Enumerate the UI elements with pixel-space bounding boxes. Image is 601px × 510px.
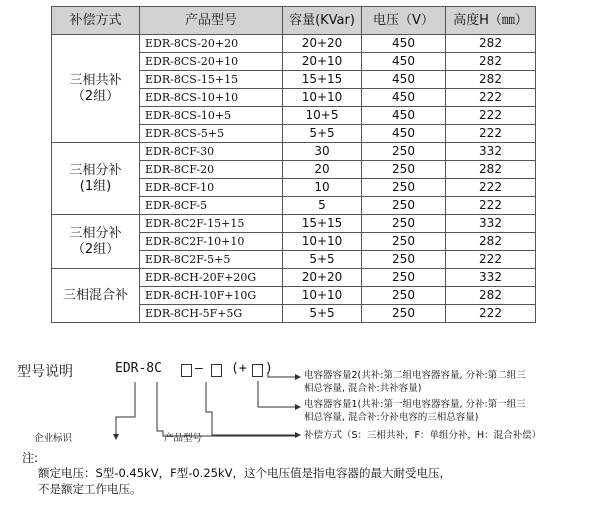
capacity-cell: 10+10 — [283, 233, 362, 251]
group-label-line: 三相共补 — [69, 72, 122, 88]
note-label: 注: — [22, 451, 39, 465]
height-cell: 282 — [446, 233, 536, 251]
table-row — [52, 143, 536, 161]
capacity-cell: 20+10 — [283, 53, 362, 71]
group-label — [52, 143, 140, 215]
voltage-cell: 250 — [362, 251, 446, 269]
note-line2: 不是额定工作电压。 — [38, 482, 142, 496]
model-cell: EDR-8CF-20 — [140, 161, 283, 179]
height-cell: 332 — [446, 269, 536, 287]
height-cell: 282 — [446, 53, 536, 71]
header-compensation-mode: 补偿方式 — [52, 7, 140, 35]
model-cell: EDR-8CS-10+10 — [140, 89, 283, 107]
capacity-cell: 10+10 — [283, 89, 362, 107]
product-model-label: 产品型号 — [164, 433, 203, 444]
model-cell: EDR-8CS-5+5 — [140, 125, 283, 143]
group-label — [52, 215, 140, 269]
voltage-cell: 250 — [362, 197, 446, 215]
height-cell: 282 — [446, 35, 536, 53]
height-cell: 222 — [446, 305, 536, 323]
table-row — [52, 215, 536, 233]
group-label-line: 三相分补 — [69, 162, 122, 178]
model-cell: EDR-8CF-10 — [140, 179, 283, 197]
model-cell: EDR-8CH-10F+10G — [140, 287, 283, 305]
capacity-cell: 20+20 — [283, 269, 362, 287]
capacity-cell: 20+20 — [283, 35, 362, 53]
voltage-cell: 250 — [362, 161, 446, 179]
voltage-cell: 250 — [362, 143, 446, 161]
explain-title: 型号说明 — [17, 364, 73, 380]
capacity-cell: 15+15 — [283, 71, 362, 89]
model-cell: EDR-8C2F-10+10 — [140, 233, 283, 251]
capacity-cell: 10 — [283, 179, 362, 197]
voltage-cell: 250 — [362, 179, 446, 197]
voltage-cell: 450 — [362, 89, 446, 107]
group-label-line: (1组) — [79, 178, 112, 194]
capacity-cell: 5+5 — [283, 125, 362, 143]
capacity1-line1: 电容器容量1(共补:第一组电容器容量, 分补:第一组三 — [304, 399, 526, 410]
table-body — [52, 35, 536, 323]
header-product-model: 产品型号 — [140, 7, 283, 35]
group-label — [52, 269, 140, 323]
model-cell: EDR-8CF-30 — [140, 143, 283, 161]
height-cell: 222 — [446, 251, 536, 269]
code-paren-close: ) — [265, 361, 273, 376]
voltage-cell: 450 — [362, 71, 446, 89]
code-paren-open: (+ — [231, 361, 247, 376]
capacity-cell: 5+5 — [283, 251, 362, 269]
voltage-cell: 250 — [362, 305, 446, 323]
height-cell: 282 — [446, 71, 536, 89]
voltage-cell: 450 — [362, 35, 446, 53]
compensation-mode-note: 补偿方式（S：三相共补，F：单组分补，H：混合补偿） — [304, 430, 542, 441]
model-cell: EDR-8C2F-5+5 — [140, 251, 283, 269]
height-cell: 222 — [446, 107, 536, 125]
capacity-cell: 20 — [283, 161, 362, 179]
height-cell: 222 — [446, 89, 536, 107]
table-row — [52, 35, 536, 53]
code-box-capacity2 — [252, 364, 263, 377]
voltage-cell: 250 — [362, 215, 446, 233]
group-label — [52, 35, 140, 143]
voltage-cell: 250 — [362, 269, 446, 287]
header-capacity: 容量(KVar) — [283, 7, 362, 35]
code-box-capacity1 — [211, 364, 222, 377]
table-row — [52, 269, 536, 287]
height-cell: 282 — [446, 161, 536, 179]
height-cell: 282 — [446, 287, 536, 305]
header-voltage: 电压（V） — [362, 7, 446, 35]
code-dash: — — [195, 361, 203, 376]
height-cell: 332 — [446, 143, 536, 161]
capacity-cell: 5+5 — [283, 305, 362, 323]
capacity2-line2: 相总容量, 混合补:共补容量) — [304, 383, 422, 394]
capacity-cell: 10+5 — [283, 107, 362, 125]
voltage-cell: 450 — [362, 53, 446, 71]
group-label-line: 三相混合补 — [62, 287, 128, 303]
voltage-cell: 250 — [362, 287, 446, 305]
model-cell: EDR-8CS-20+10 — [140, 53, 283, 71]
table-header-row — [52, 7, 536, 35]
height-cell: 222 — [446, 125, 536, 143]
note-line1: 额定电压：S型-0.45kV，F型-0.25kV，这个电压值是指电容器的最大耐受电压， — [38, 466, 451, 480]
capacity-cell: 10+10 — [283, 287, 362, 305]
capacity2-line1: 电容器容量2(共补:第二组电容器容量, 分补:第二组三 — [304, 370, 526, 381]
capacity-cell: 30 — [283, 143, 362, 161]
spec-table — [51, 6, 536, 323]
capacity-cell: 15+15 — [283, 215, 362, 233]
capacity-cell: 5 — [283, 197, 362, 215]
voltage-cell: 450 — [362, 107, 446, 125]
model-cell: EDR-8C2F-15+15 — [140, 215, 283, 233]
height-cell: 222 — [446, 197, 536, 215]
height-cell: 222 — [446, 179, 536, 197]
code-prefix: EDR-8C — [115, 361, 162, 376]
model-cell: EDR-8CS-15+15 — [140, 71, 283, 89]
code-box-type — [181, 364, 192, 377]
header-height: 高度H（㎜） — [446, 7, 536, 35]
group-label-line: （2组） — [71, 88, 120, 104]
model-cell: EDR-8CH-5F+5G — [140, 305, 283, 323]
group-label-line: 三相分补 — [69, 225, 122, 241]
model-cell: EDR-8CS-10+5 — [140, 107, 283, 125]
model-explanation — [0, 355, 601, 510]
group-label-line: （2组） — [71, 241, 120, 257]
voltage-cell: 250 — [362, 233, 446, 251]
model-cell: EDR-8CF-5 — [140, 197, 283, 215]
capacity1-line2: 相总容量, 混合补:分补电容的三相总容量) — [304, 412, 479, 423]
model-cell: EDR-8CH-20F+20G — [140, 269, 283, 287]
voltage-cell: 450 — [362, 125, 446, 143]
model-cell: EDR-8CS-20+20 — [140, 35, 283, 53]
height-cell: 332 — [446, 215, 536, 233]
company-mark-label: 企业标识 — [34, 433, 73, 444]
